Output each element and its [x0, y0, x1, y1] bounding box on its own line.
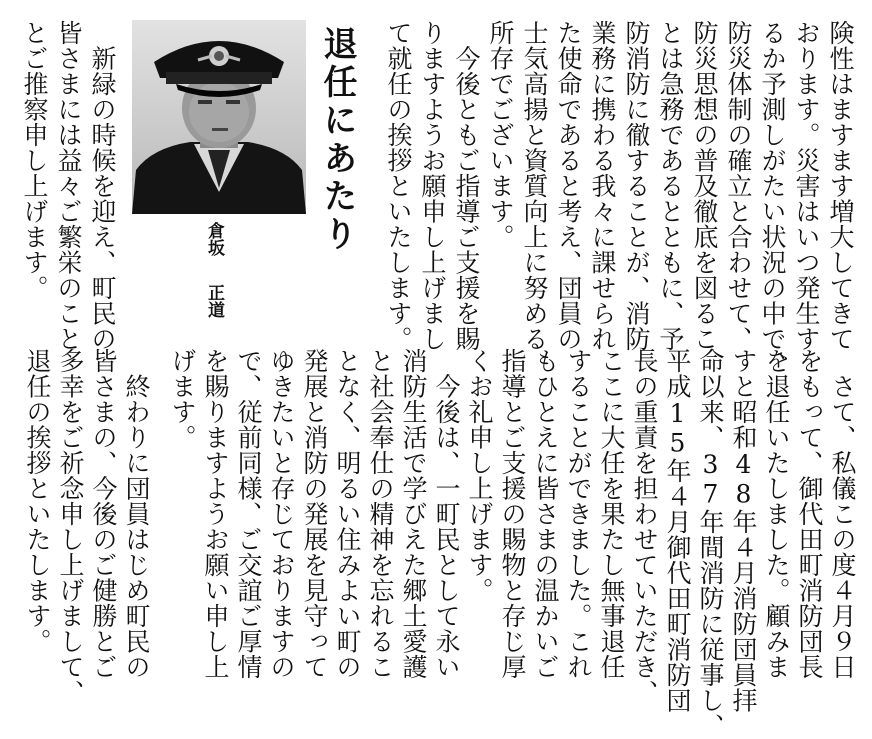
- text-column: 長の重責を担わせていただき、: [630, 348, 659, 705]
- text-column: りますようお願申し上げまし: [418, 20, 447, 352]
- text-column: 指導とご支援の賜物と存じ厚: [498, 348, 527, 680]
- text-column: とは急務であるとともに、予: [656, 20, 685, 352]
- text-column: 険性はますます増大してきて: [826, 20, 855, 352]
- text-column: て就任の挨拶といたします。: [384, 20, 413, 352]
- text-column: 防災思想の普及徹底を図るこ: [690, 20, 719, 352]
- text-column: さて、私儀この度４月９日: [828, 348, 857, 680]
- text-column: おります。災害はいつ発生す: [792, 20, 821, 352]
- text-column: 平成15年４月御代田町消防団: [663, 348, 692, 713]
- text-column: くお礼申し上げます。: [465, 348, 494, 603]
- text-column: ここに大任を果たし無事退任: [597, 348, 626, 680]
- text-column: 防災体制の確立と合わせて、: [724, 20, 753, 352]
- article-title: 退任にあたり: [317, 26, 357, 254]
- text-column: 消防生活で学びえた郷土愛護: [399, 348, 428, 680]
- text-column: た使命であると考え、団員の: [554, 20, 583, 352]
- text-column: 今後は、一町民として永い: [432, 348, 461, 680]
- text-column: 士気高揚と資質向上に努める: [520, 20, 549, 352]
- text-column: げます。: [168, 348, 197, 450]
- text-column: で、従前同様、ご交誼ご厚情: [234, 348, 263, 680]
- text-column: ゆきたいと存じておりますの: [267, 348, 296, 680]
- caption-surname: 倉坂: [204, 222, 224, 256]
- text-column: 終わりに団員はじめ町民の: [122, 348, 151, 680]
- text-column: 業務に携わる我々に課せられ: [588, 20, 617, 352]
- text-column: 皆さまの、今後のご健勝とご: [89, 348, 118, 680]
- text-column: 多幸をご祈念申し上げまして、: [56, 348, 85, 705]
- text-column: 命以来、37年間消防に従事し、: [696, 348, 725, 739]
- text-column: を退任いたしました。顧みま: [762, 348, 791, 680]
- text-column: 新緑の時候を迎え、町民の: [88, 20, 117, 352]
- caption-given-name: 正道: [204, 284, 224, 318]
- text-column: 防消防に徹することが、消防: [622, 20, 651, 352]
- text-column: るか予測しがたい状況の中で、: [758, 20, 787, 377]
- text-column: すと昭和48年４月消防団員拝: [729, 348, 758, 713]
- portrait-illustration: [132, 20, 306, 214]
- text-column: もひとえに皆さまの温かいご: [531, 348, 560, 680]
- text-column: することができました。これ: [564, 348, 593, 680]
- text-column: 所存でございます。: [486, 20, 515, 250]
- text-column: 皆さまには益々ご繁栄のこと: [54, 20, 83, 352]
- text-column: をもって、御代田町消防団長: [795, 348, 824, 680]
- portrait-photo: [132, 20, 306, 214]
- text-column: となく、明るい住みよい町の: [333, 348, 362, 680]
- text-column: 今後ともご指導ご支援を賜: [452, 20, 481, 352]
- text-column: 退任の挨拶といたします。: [23, 348, 52, 654]
- text-column: を賜りますようお願い申し上: [201, 348, 230, 680]
- text-column: と社会奉仕の精神を忘れるこ: [366, 348, 395, 680]
- text-column: 発展と消防の発展を見守って: [300, 348, 329, 680]
- text-column: とご推察申し上げます。: [20, 20, 49, 301]
